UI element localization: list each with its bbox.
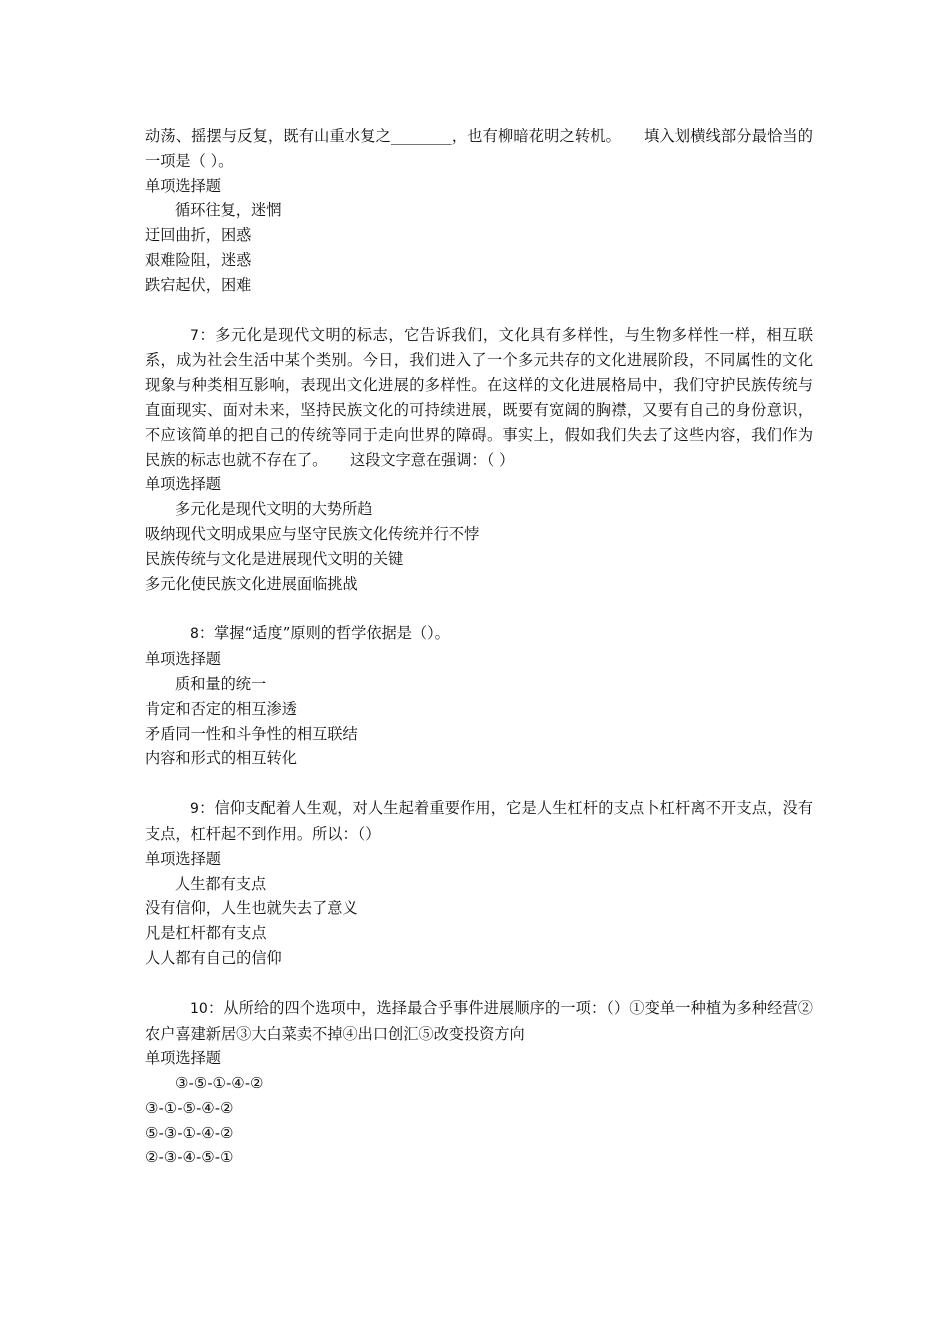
question-type: 单项选择题: [145, 650, 221, 669]
question-stem: [145, 621, 813, 647]
question-number: 9: [190, 801, 199, 818]
option-c: ⑤-③-①-④-②: [145, 1123, 234, 1142]
option-d: ②-③-④-⑤-①: [145, 1148, 234, 1167]
option-d: 跌宕起伏，困难: [145, 275, 252, 294]
option-d: 人人都有自己的信仰: [145, 948, 282, 967]
question-type: 单项选择题: [145, 849, 221, 868]
option-a: ③-⑤-①-④-②: [175, 1074, 264, 1093]
option-b: 迂回曲折，困惑: [145, 226, 252, 245]
question-text: ：掌握“适度”原则的哲学依据是（）。: [198, 624, 450, 643]
option-c: 矛盾同一性和斗争性的相互联结: [145, 724, 358, 743]
question-7: [145, 323, 813, 597]
question-stem: 动荡、摇摆与反复，既有山重水复之________，也有柳暗花明之转机。 填入划横线部分最恰当的一项是（ ）。: [145, 127, 813, 170]
option-b: 肯定和否定的相互渗透: [145, 699, 297, 718]
option-c: 艰难险阻，迷惑: [145, 250, 252, 269]
question-8: [145, 621, 813, 771]
question-9: [145, 796, 813, 971]
question-text: ：多元化是现代文明的标志，它告诉我们，文化具有多样性，与生物多样性一样，相互联系，成为社会生活中某个类别。今日，我们进入了一个多元共存的文化进展阶段，不同属性的文化现象与种类相互影响，表现出文化进展的多样性。在这样的文化进展格局中，我们守护民族传统与直面现实、面对未来，坚持民族文化的可持续进展，既要有宽阔的胸襟，又要有自己的身份意识，不应该简单的把自己的传统等同于走向世界的障碍。事实上，假如我们失去了这些内容，我们作为民族的标志也就不存在了。 这段文字意在强调：（ ）: [145, 325, 813, 469]
question-text: ：从所给的四个选项中，选择最合乎事件进展顺序的一项：（）①变单一种植为多种经营②农户喜建新居③大白菜卖不掉④出口创汇⑤改变投资方向: [145, 998, 813, 1043]
question-type: 单项选择题: [145, 176, 221, 195]
question-6: [145, 124, 813, 298]
option-a: 人生都有支点: [175, 874, 267, 893]
option-a: 质和量的统一: [175, 674, 267, 693]
question-type: 单项选择题: [145, 1049, 221, 1068]
document-page: [145, 124, 813, 1170]
question-number: 8: [190, 626, 199, 643]
option-c: 民族传统与文化是进展现代文明的关键: [145, 549, 404, 568]
question-stem: [145, 323, 813, 473]
option-d: 内容和形式的相互转化: [145, 749, 297, 768]
question-type: 单项选择题: [145, 475, 221, 494]
question-10: [145, 996, 813, 1171]
option-a: 循环往复，迷惘: [175, 201, 282, 220]
option-b: 没有信仰，人生也就失去了意义: [145, 899, 358, 918]
option-d: 多元化使民族文化进展面临挑战: [145, 574, 358, 593]
option-c: 凡是杠杆都有支点: [145, 924, 267, 943]
question-stem: [145, 996, 813, 1047]
option-b: 吸纳现代文明成果应与坚守民族文化传统并行不悖: [145, 524, 480, 543]
question-text: ：信仰支配着人生观，对人生起着重要作用，它是人生杠杆的支点卜杠杆离不开支点，没有支点，杠杆起不到作用。所以：（）: [145, 799, 813, 843]
question-stem: [145, 796, 813, 847]
option-b: ③-①-⑤-④-②: [145, 1098, 234, 1117]
option-a: 多元化是现代文明的大势所趋: [175, 500, 373, 519]
question-number: 7: [190, 327, 199, 344]
question-number: 10: [190, 1000, 208, 1017]
